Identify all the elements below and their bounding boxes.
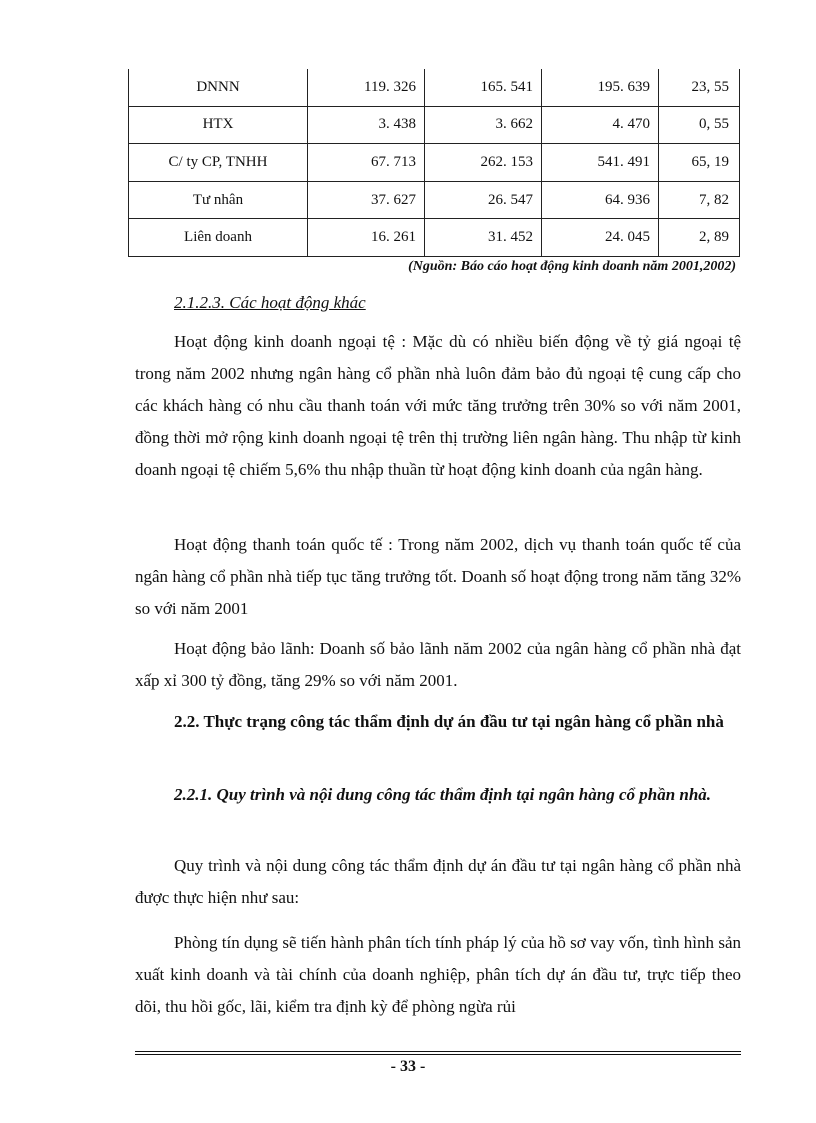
table-cell: Liên doanh — [129, 219, 308, 257]
section-subheading: 2.1.2.3. Các hoạt động khác — [174, 293, 366, 312]
table-cell: 2, 89 — [659, 219, 740, 257]
footer-rule — [135, 1054, 741, 1055]
paragraph-guarantee: Hoạt động bảo lãnh: Doanh số bảo lãnh năm 2002 của ngân hàng cổ phần nhà đạt xấp xỉ 300 tỷ đồng, tăng 29% so với năm 2001. — [135, 639, 741, 690]
table-cell: 541. 491 — [542, 144, 659, 182]
heading-2-2-1: 2.2.1. Quy trình và nội dung công tác thẩm định tại ngân hàng cổ phần nhà. — [174, 785, 712, 804]
paragraph-forex: Hoạt động kinh doanh ngoại tệ : Mặc dù có nhiều biến động về tỷ giá ngoại tệ trong năm 2002 nhưng ngân hàng cổ phần nhà luôn đảm bảo đủ ngoại tệ cung cấp cho các khách hàng có nhu cầu thanh toán với mức tăng trưởng trên 30% so với năm 2001, đồng thời mở rộng kinh doanh ngoại tệ trên thị trường liên ngân hàng. Thu nhập từ kinh doanh ngoại tệ chiếm 5,6% thu nhập thuần từ hoạt động kinh doanh của ngân hàng. — [135, 332, 741, 479]
table-cell: 26. 547 — [425, 181, 542, 219]
table-cell: 16. 261 — [308, 219, 425, 257]
table-cell: 7, 82 — [659, 181, 740, 219]
table-cell: 37. 627 — [308, 181, 425, 219]
table-cell: 262. 153 — [425, 144, 542, 182]
table-row — [129, 181, 740, 219]
table-cell: 31. 452 — [425, 219, 542, 257]
table-cell: 3. 438 — [308, 106, 425, 144]
loan-table — [128, 69, 740, 257]
table-row — [129, 144, 740, 182]
table-row — [129, 106, 740, 144]
table-cell: 4. 470 — [542, 106, 659, 144]
table-source-note: (Nguồn: Báo cáo hoạt động kinh doanh năm 2001,2002) — [408, 259, 736, 274]
table-row — [129, 69, 740, 106]
table-cell: 64. 936 — [542, 181, 659, 219]
page-number: - 33 - — [390, 1058, 426, 1075]
table-cell: DNNN — [129, 69, 308, 106]
table-cell: 3. 662 — [425, 106, 542, 144]
table-cell: 23, 55 — [659, 69, 740, 106]
table-cell: C/ ty CP, TNHH — [129, 144, 308, 182]
table-cell: 65, 19 — [659, 144, 740, 182]
table-cell: 0, 55 — [659, 106, 740, 144]
table-row — [129, 219, 740, 257]
footer-rule — [135, 1051, 741, 1052]
paragraph-procedure: Quy trình và nội dung công tác thẩm định dự án đầu tư tại ngân hàng cổ phần nhà được thực hiện như sau: — [135, 856, 741, 907]
heading-2-2: 2.2. Thực trạng công tác thẩm định dự án đầu tư tại ngân hàng cổ phần nhà — [174, 712, 724, 731]
table-cell: 24. 045 — [542, 219, 659, 257]
table-cell: 165. 541 — [425, 69, 542, 106]
paragraph-credit-dept: Phòng tín dụng sẽ tiến hành phân tích tính pháp lý của hồ sơ vay vốn, tình hình sản xuất kinh doanh và tài chính của doanh nghiệp, phân tích dự án đầu tư, trực tiếp theo dõi, thu hồi gốc, lãi, kiểm tra định kỳ để phòng ngừa rủi — [135, 933, 741, 1016]
table-cell: Tư nhân — [129, 181, 308, 219]
table-cell: 195. 639 — [542, 69, 659, 106]
table-cell: HTX — [129, 106, 308, 144]
table-cell: 119. 326 — [308, 69, 425, 106]
paragraph-intl-payment: Hoạt động thanh toán quốc tế : Trong năm 2002, dịch vụ thanh toán quốc tế của ngân hàng cổ phần nhà tiếp tục tăng trưởng tốt. Doanh số hoạt động trong năm tăng 32% so với năm 2001 — [135, 535, 741, 618]
table-cell: 67. 713 — [308, 144, 425, 182]
